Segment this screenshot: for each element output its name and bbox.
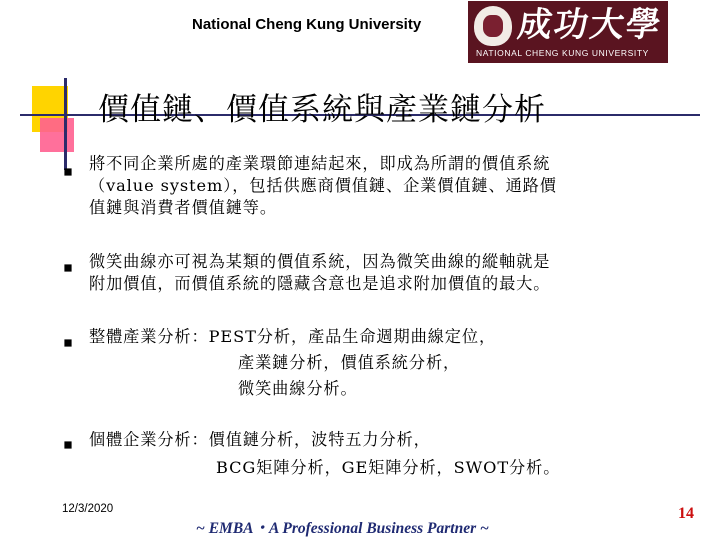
seal-icon xyxy=(474,6,512,46)
bullet-4 xyxy=(89,429,560,479)
bullet-marker xyxy=(64,264,71,271)
logo-english-text: NATIONAL CHENG KUNG UNIVERSITY xyxy=(476,48,649,58)
bullet-line: 微笑曲線分析。 xyxy=(238,379,358,398)
bullet-marker xyxy=(64,339,71,346)
bullet-line: 附加價值，而價值系統的隱藏含意也是追求附加價值的最大。 xyxy=(89,274,551,293)
bullet-line: 值鏈與消費者價值鏈等。 xyxy=(89,198,277,217)
slide-date: 12/3/2020 xyxy=(62,503,114,515)
bullet-line: （value system），包括供應商價值鏈、企業價值鏈、通路價 xyxy=(89,176,557,195)
bullet-line: 將不同企業所處的產業環節連結起來，即成為所謂的價值系統 xyxy=(89,154,551,173)
footer-tagline: ~ EMBA・A Professional Business Partner ~ xyxy=(196,520,489,537)
slide-title: 價值鏈、價值系統與產業鏈分析 xyxy=(98,92,546,128)
bullet-line: 整體產業分析：PEST分析，產品生命週期曲線定位， xyxy=(89,327,497,346)
bullet-marker xyxy=(64,441,71,448)
bullet-1 xyxy=(89,153,557,219)
bullet-2 xyxy=(89,251,550,295)
bullet-line: 產業鏈分析，價值系統分析， xyxy=(238,353,461,372)
university-logo xyxy=(468,1,668,63)
university-name: National Cheng Kung University xyxy=(192,16,422,33)
bullet-3 xyxy=(89,326,496,400)
logo-chinese-text: 成功大學 xyxy=(515,5,665,45)
bullet-line: BCG矩陣分析，GE矩陣分析，SWOT分析。 xyxy=(216,458,561,477)
bullet-line: 個體企業分析：價值鏈分析，波特五力分析， xyxy=(89,430,431,449)
bullet-marker xyxy=(64,168,71,175)
page-number: 14 xyxy=(678,505,694,522)
decor-pink-square xyxy=(40,118,74,152)
decor-vertical-rule xyxy=(64,78,67,170)
bullet-line: 微笑曲線亦可視為某類的價值系統，因為微笑曲線的縱軸就是 xyxy=(89,252,551,271)
